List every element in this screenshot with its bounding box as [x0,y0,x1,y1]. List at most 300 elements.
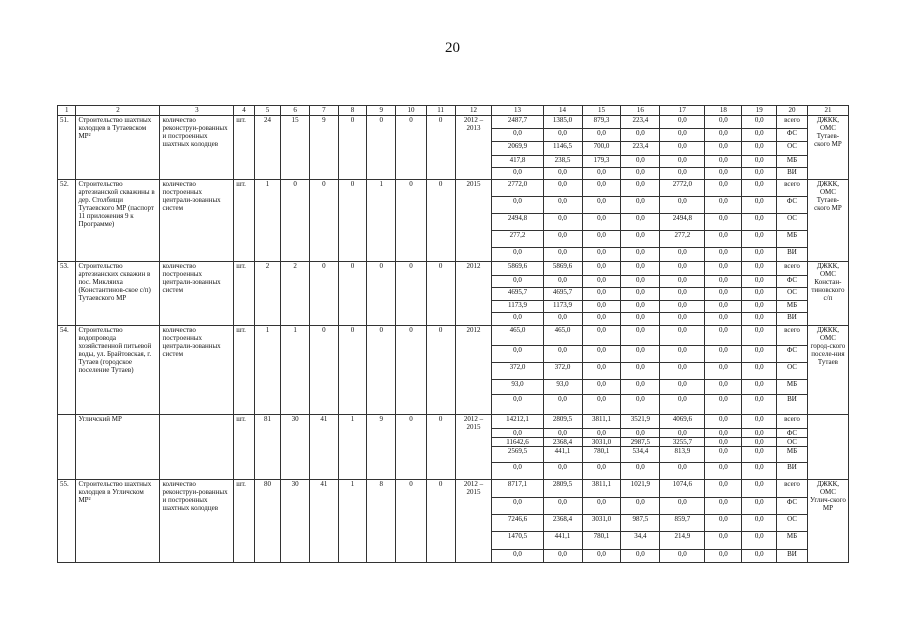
funding-value: 2368,4 [543,515,582,532]
header-cell: 19 [742,106,777,116]
funding-value: 2069,9 [492,142,543,156]
funding-source: ФС [777,197,808,214]
funding-value: 0,0 [742,276,777,288]
funding-source: ВИ [777,313,808,326]
indicator-value: 0 [338,326,367,415]
indicator-value: 80 [254,480,281,563]
funding-value: 223,4 [621,116,660,129]
indicator-value: 0 [310,326,339,415]
indicator-value: 0 [396,180,427,262]
funding-value: 465,0 [543,326,582,346]
unit: шт. [234,415,254,480]
indicator-value: 0 [396,415,427,480]
funding-value: 0,0 [621,156,660,168]
funding-value: 2809,5 [543,415,582,429]
funding-value: 1021,9 [621,480,660,498]
funding-value: 0,0 [705,326,742,346]
header-cell: 3 [160,106,234,116]
funding-value: 0,0 [621,276,660,288]
funding-value: 214,9 [660,532,705,550]
funding-value: 5869,6 [543,262,582,276]
indicator-value: 1 [254,326,281,415]
funding-value: 0,0 [742,129,777,142]
funding-value: 3255,7 [660,438,705,447]
period: 2012 [455,262,492,326]
indicator: количество построенных централи-зованных систем [160,180,234,262]
funding-value: 0,0 [621,363,660,380]
funding-value: 0,0 [492,395,543,415]
funding-value: 0,0 [660,463,705,480]
funding-value: 0,0 [621,326,660,346]
indicator-value: 9 [310,116,339,180]
funding-value: 3811,1 [582,415,621,429]
funding-value: 0,0 [582,326,621,346]
funding-value: 4695,7 [492,288,543,301]
funding-value: 0,0 [705,438,742,447]
funding-value: 0,0 [582,180,621,197]
indicator-value: 0 [281,180,310,262]
funding-value: 0,0 [621,180,660,197]
funding-value: 14212,1 [492,415,543,429]
funding-value: 780,1 [582,447,621,463]
indicator-value: 81 [254,415,281,480]
unit: шт. [234,326,254,415]
funding-source: МБ [777,447,808,463]
funding-value: 0,0 [742,142,777,156]
funding-value: 0,0 [582,313,621,326]
table-row [58,326,849,346]
indicator-value: 2 [281,262,310,326]
funding-value: 4069,6 [660,415,705,429]
funding-value: 0,0 [705,447,742,463]
funding-value: 0,0 [742,532,777,550]
table-row [58,180,849,197]
funding-value: 0,0 [742,395,777,415]
funding-value: 2494,8 [492,214,543,231]
funding-value: 0,0 [660,276,705,288]
funding-value: 0,0 [543,429,582,438]
activity-name: Строительство шахтных колодцев в Тутаевском МР² [76,116,160,180]
funding-value: 0,0 [492,346,543,363]
funding-value: 277,2 [492,231,543,248]
funding-value: 1385,0 [543,116,582,129]
funding-value: 0,0 [582,363,621,380]
funding-value: 0,0 [742,326,777,346]
indicator-value: 0 [396,116,427,180]
funding-value: 0,0 [660,168,705,180]
funding-value: 0,0 [582,429,621,438]
indicator: количество построенных централи-зованных систем [160,326,234,415]
funding-value: 0,0 [660,156,705,168]
funding-value: 2368,4 [543,438,582,447]
funding-source: ВИ [777,550,808,563]
funding-value: 0,0 [582,168,621,180]
funding-value: 5869,6 [492,262,543,276]
funding-value: 0,0 [492,129,543,142]
indicator-value: 0 [396,480,427,563]
funding-value: 2809,5 [543,480,582,498]
indicator-value: 0 [426,116,455,180]
funding-value: 3031,0 [582,438,621,447]
funding-value: 0,0 [742,346,777,363]
funding-value: 8717,1 [492,480,543,498]
funding-source: ВИ [777,168,808,180]
funding-value: 0,0 [705,550,742,563]
activity-name: Строительство шахтных колодцев в Угличском МР² [76,480,160,563]
header-row [58,106,849,116]
funding-value: 0,0 [742,214,777,231]
funding-value: 0,0 [582,288,621,301]
funding-value: 0,0 [742,231,777,248]
funding-value: 0,0 [582,550,621,563]
funding-value: 0,0 [705,380,742,395]
funding-value: 0,0 [492,550,543,563]
funding-value: 0,0 [742,168,777,180]
funding-value: 0,0 [543,395,582,415]
funding-value: 0,0 [705,248,742,262]
funding-value: 0,0 [582,214,621,231]
funding-value: 0,0 [492,313,543,326]
funding-value: 0,0 [742,380,777,395]
funding-value: 0,0 [660,248,705,262]
funding-value: 0,0 [582,231,621,248]
funding-source: ФС [777,129,808,142]
indicator-value: 0 [310,180,339,262]
header-cell: 1 [58,106,76,116]
funding-value: 0,0 [582,262,621,276]
executor: ДЖКК, ОМС город-ского поселе-ния Тутаев [807,326,848,415]
funding-value: 0,0 [742,313,777,326]
funding-source: всего [777,180,808,197]
funding-source: всего [777,415,808,429]
funding-value: 0,0 [582,276,621,288]
funding-value: 0,0 [582,463,621,480]
funding-value: 0,0 [543,463,582,480]
funding-value: 0,0 [705,532,742,550]
row-number: 55. [58,480,76,563]
funding-value: 0,0 [660,301,705,313]
header-cell: 7 [310,106,339,116]
funding-value: 0,0 [621,498,660,515]
funding-value: 0,0 [543,346,582,363]
funding-value: 2494,8 [660,214,705,231]
funding-value: 0,0 [742,180,777,197]
header-cell: 18 [705,106,742,116]
page-number: 20 [445,40,460,56]
funding-value: 0,0 [742,515,777,532]
funding-value: 0,0 [705,395,742,415]
funding-source: ВИ [777,248,808,262]
executor: ДЖКК, ОМС Тутаев-ского МР [807,116,848,180]
funding-value: 0,0 [705,301,742,313]
funding-source: ОС [777,142,808,156]
funding-source: МБ [777,231,808,248]
unit: шт. [234,180,254,262]
indicator: количество реконструи-рованных и построенных шахтных колодцев [160,480,234,563]
indicator-value: 1 [254,180,281,262]
funding-value: 0,0 [543,248,582,262]
funding-value: 0,0 [660,429,705,438]
row-number [58,415,76,480]
indicator-value: 0 [426,480,455,563]
funding-value: 0,0 [621,463,660,480]
funding-value: 0,0 [742,363,777,380]
funding-value: 372,0 [492,363,543,380]
indicator-value: 30 [281,480,310,563]
funding-source: ОС [777,363,808,380]
indicator-value: 15 [281,116,310,180]
funding-value: 0,0 [660,363,705,380]
funding-value: 0,0 [742,447,777,463]
period: 2012 – 2015 [455,480,492,563]
funding-value: 0,0 [705,313,742,326]
indicator-value: 0 [396,262,427,326]
funding-value: 0,0 [660,326,705,346]
funding-value: 813,9 [660,447,705,463]
funding-value: 1470,5 [492,532,543,550]
indicator-value: 24 [254,116,281,180]
funding-value: 0,0 [660,197,705,214]
header-cell: 12 [455,106,492,116]
funding-value: 0,0 [705,429,742,438]
unit: шт. [234,262,254,326]
indicator-value: 0 [338,180,367,262]
funding-value: 0,0 [492,197,543,214]
funding-value: 0,0 [582,248,621,262]
header-cell: 6 [281,106,310,116]
funding-value: 1146,5 [543,142,582,156]
header-cell: 11 [426,106,455,116]
header-cell: 13 [492,106,543,116]
funding-value: 0,0 [660,262,705,276]
table-row [58,116,849,129]
executor: ДЖКК, ОМС Углич-ского МР [807,480,848,563]
indicator-value: 0 [426,415,455,480]
funding-value: 0,0 [621,346,660,363]
activity-name: Угличский МР [76,415,160,480]
funding-value: 0,0 [660,142,705,156]
funding-value: 441,1 [543,447,582,463]
funding-value: 0,0 [705,415,742,429]
funding-value: 1173,9 [543,301,582,313]
indicator [160,415,234,480]
funding-source: ВИ [777,463,808,480]
funding-source: ФС [777,346,808,363]
funding-value: 0,0 [705,288,742,301]
funding-value: 0,0 [492,429,543,438]
indicator-value: 8 [367,480,396,563]
row-number: 54. [58,326,76,415]
funding-value: 0,0 [742,429,777,438]
funding-value: 0,0 [582,346,621,363]
executor: ДЖКК, ОМС Тутаев-ского МР [807,180,848,262]
funding-value: 0,0 [705,197,742,214]
funding-value: 0,0 [543,276,582,288]
indicator-value: 0 [426,262,455,326]
funding-value: 372,0 [543,363,582,380]
funding-value: 0,0 [621,214,660,231]
funding-value: 0,0 [660,313,705,326]
funding-source: ОС [777,515,808,532]
header-cell: 15 [582,106,621,116]
row-number: 52. [58,180,76,262]
funding-value: 93,0 [543,380,582,395]
funding-source: МБ [777,380,808,395]
funding-value: 0,0 [621,395,660,415]
funding-value: 700,0 [582,142,621,156]
funding-value: 3031,0 [582,515,621,532]
funding-value: 534,4 [621,447,660,463]
row-number: 53. [58,262,76,326]
indicator-value: 9 [367,415,396,480]
funding-value: 238,5 [543,156,582,168]
funding-value: 0,0 [705,168,742,180]
funding-value: 0,0 [543,231,582,248]
funding-value: 0,0 [742,415,777,429]
funding-value: 0,0 [742,463,777,480]
indicator-value: 0 [338,116,367,180]
funding-value: 0,0 [742,116,777,129]
funding-source: ОС [777,214,808,231]
funding-value: 0,0 [705,463,742,480]
funding-value: 0,0 [705,156,742,168]
funding-value: 0,0 [660,346,705,363]
funding-value: 0,0 [705,346,742,363]
funding-value: 4695,7 [543,288,582,301]
funding-value: 0,0 [582,129,621,142]
funding-source: ОС [777,438,808,447]
funding-value: 417,8 [492,156,543,168]
indicator-value: 0 [426,326,455,415]
activity-name: Строительство водопровода хозяйственной питьевой воды, ул. Брайтовская, г. Тутаев (городское поселение Тутаев) [76,326,160,415]
indicator-value: 0 [310,262,339,326]
funding-value: 3811,1 [582,480,621,498]
program-table [57,105,849,563]
funding-source: МБ [777,156,808,168]
header-cell: 10 [396,106,427,116]
funding-value: 0,0 [705,276,742,288]
funding-value: 0,0 [742,197,777,214]
header-cell: 14 [543,106,582,116]
funding-source: всего [777,480,808,498]
indicator-value: 30 [281,415,310,480]
funding-value: 0,0 [492,498,543,515]
funding-value: 0,0 [543,180,582,197]
period: 2012 [455,326,492,415]
funding-value: 0,0 [705,142,742,156]
funding-source: МБ [777,532,808,550]
funding-value: 2772,0 [492,180,543,197]
indicator-value: 41 [310,480,339,563]
funding-value: 441,1 [543,532,582,550]
unit: шт. [234,480,254,563]
header-cell: 21 [807,106,848,116]
header-cell: 5 [254,106,281,116]
table-row [58,262,849,276]
funding-value: 0,0 [660,380,705,395]
funding-source: ФС [777,498,808,515]
funding-value: 0,0 [660,288,705,301]
funding-value: 0,0 [621,231,660,248]
funding-value: 0,0 [705,480,742,498]
funding-value: 0,0 [543,168,582,180]
header-cell: 4 [234,106,254,116]
funding-value: 277,2 [660,231,705,248]
funding-value: 0,0 [742,480,777,498]
funding-value: 0,0 [621,301,660,313]
funding-value: 0,0 [660,550,705,563]
funding-value: 879,3 [582,116,621,129]
funding-value: 2987,5 [621,438,660,447]
period: 2012 – 2013 [455,116,492,180]
header-cell: 16 [621,106,660,116]
indicator: количество реконструи-рованных и построенных шахтных колодцев [160,116,234,180]
funding-value: 0,0 [543,197,582,214]
funding-value: 0,0 [543,214,582,231]
funding-source: ВИ [777,395,808,415]
indicator-value: 2 [254,262,281,326]
header-cell: 17 [660,106,705,116]
activity-name: Строительство артезианских скважин в пос. Микляиха (Константинов-ское с/п) Тутаевского МР [76,262,160,326]
funding-source: ОС [777,288,808,301]
funding-source: ФС [777,276,808,288]
funding-value: 0,0 [621,550,660,563]
funding-source: всего [777,326,808,346]
funding-value: 780,1 [582,532,621,550]
indicator-value: 0 [338,262,367,326]
funding-source: всего [777,116,808,129]
period: 2015 [455,180,492,262]
funding-value: 0,0 [705,515,742,532]
period: 2012 – 2015 [455,415,492,480]
indicator-value: 0 [367,116,396,180]
funding-value: 223,4 [621,142,660,156]
funding-value: 2487,7 [492,116,543,129]
table-row [58,480,849,498]
funding-value: 0,0 [742,288,777,301]
funding-source: ФС [777,429,808,438]
executor [807,415,848,480]
funding-value: 1074,6 [660,480,705,498]
funding-value: 0,0 [705,180,742,197]
indicator: количество построенных централи-зованных систем [160,262,234,326]
indicator-value: 0 [367,326,396,415]
funding-value: 0,0 [660,116,705,129]
funding-value: 7246,6 [492,515,543,532]
indicator-value: 1 [338,415,367,480]
row-number: 51. [58,116,76,180]
indicator-value: 1 [338,480,367,563]
funding-value: 0,0 [705,498,742,515]
funding-value: 0,0 [621,248,660,262]
funding-value: 0,0 [621,313,660,326]
funding-value: 0,0 [621,168,660,180]
funding-value: 0,0 [621,429,660,438]
header-cell: 9 [367,106,396,116]
header-cell: 8 [338,106,367,116]
funding-source: МБ [777,301,808,313]
indicator-value: 41 [310,415,339,480]
funding-value: 0,0 [742,438,777,447]
funding-value: 0,0 [543,498,582,515]
funding-value: 0,0 [742,301,777,313]
funding-value: 0,0 [660,395,705,415]
funding-value: 0,0 [582,380,621,395]
funding-value: 2569,5 [492,447,543,463]
funding-value: 0,0 [742,498,777,515]
executor: ДЖКК, ОМС Констан-тиновского с/п [807,262,848,326]
funding-value: 0,0 [582,301,621,313]
